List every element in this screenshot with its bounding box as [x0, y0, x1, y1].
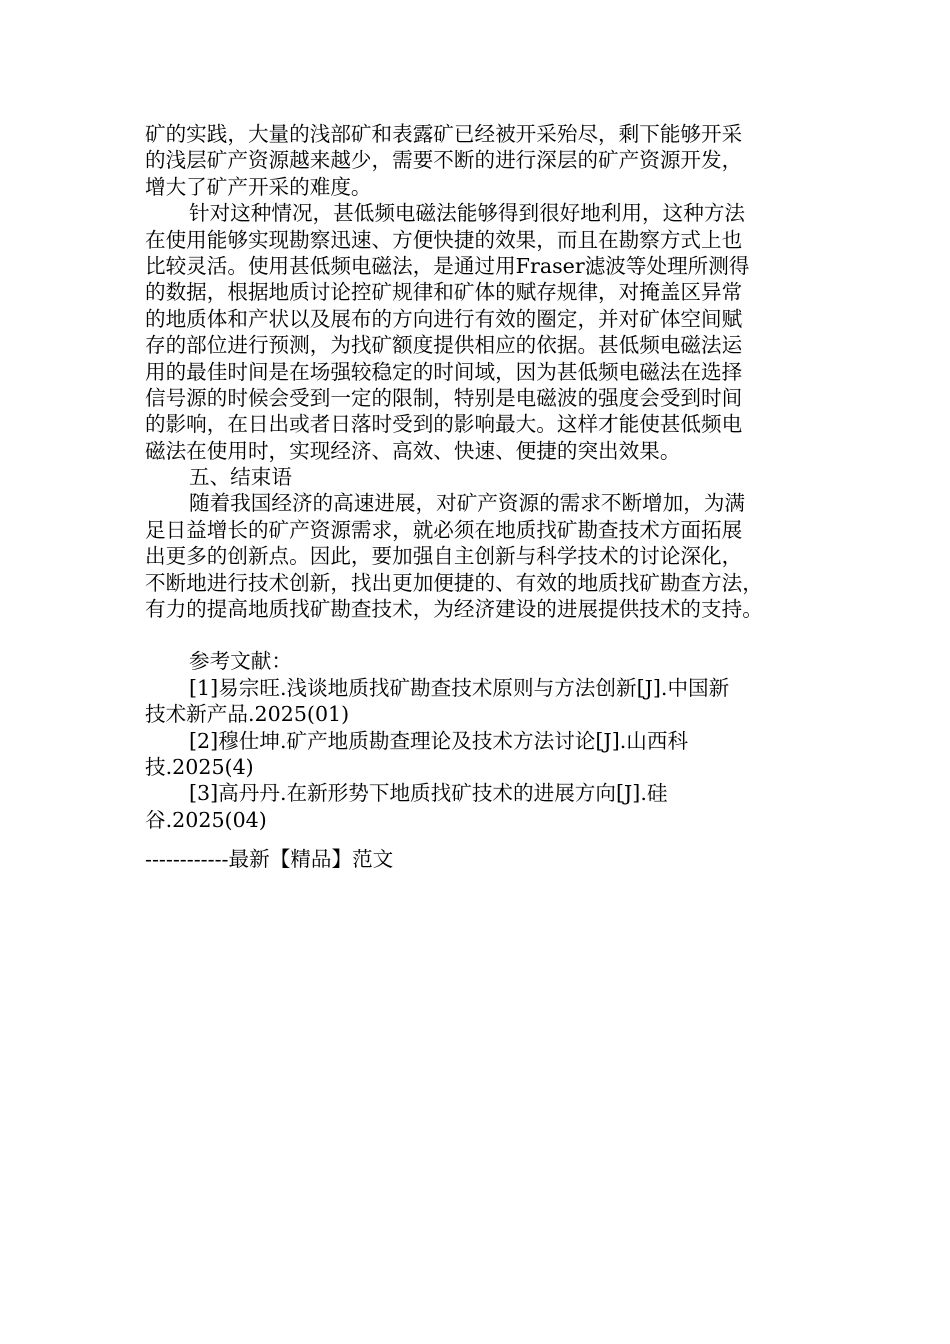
body-line: 用的最佳时间是在场强较稳定的时间域，因为甚低频电磁法在选择 [145, 359, 743, 384]
body-line: 足日益增长的矿产资源需求，就必须在地质找矿勘查技术方面拓展 [145, 517, 743, 542]
body-line: 矿的实践，大量的浅部矿和表露矿已经被开采殆尽，剩下能够开采 [145, 122, 743, 146]
body-line: 有力的提高地质找矿勘查技术，为经济建设的进展提供技术的支持。 [145, 597, 763, 622]
body-line: 的浅层矿产资源越来越少，需要不断的进行深层的矿产资源开发， [145, 148, 743, 173]
paragraph-start-line: 随着我国经济的高速进展，对矿产资源的需求不断增加，为满 [189, 491, 746, 516]
body-line: 在使用能够实现勘察迅速、方便快捷的效果，而且在勘察方式上也 [145, 227, 743, 252]
body-line: 的数据，根据地质讨论控矿规律和矿体的赋存规律，对掩盖区异常 [145, 280, 743, 305]
body-line: 信号源的时候会受到一定的限制，特别是电磁波的强度会受到时间 [145, 385, 743, 410]
body-line: 增大了矿产开采的难度。 [145, 174, 372, 199]
reference-item-continuation: 技.2025(4) [145, 754, 254, 779]
body-line: 存的部位进行预测，为找矿额度提供相应的依据。甚低频电磁法运 [145, 333, 743, 358]
footer-text: ------------最新【精品】范文 [145, 847, 394, 871]
body-line: 比较灵活。使用甚低频电磁法，是通过用Fraser滤波等处理所测得 [145, 253, 750, 278]
reference-item: [1]易宗旺.浅谈地质找矿勘查技术原则与方法创新[J].中国新 [189, 675, 730, 700]
body-line: 出更多的创新点。因此，要加强自主创新与科学技术的讨论深化， [145, 544, 743, 569]
section-heading: 五、结束语 [189, 465, 292, 490]
reference-item-continuation: 谷.2025(04) [145, 807, 267, 832]
document-body [145, 121, 815, 833]
body-line: 不断地进行技术创新，找出更加便捷的、有效的地质找矿勘查方法， [145, 570, 763, 595]
body-line: 的影响，在日出或者日落时受到的影响最大。这样才能使甚低频电 [145, 412, 743, 437]
reference-item-continuation: 技术新产品.2025(01) [145, 702, 350, 727]
references-heading: 参考文献： [189, 649, 292, 674]
reference-item: [2]穆仕坤.矿产地质勘查理论及技术方法讨论[J].山西科 [189, 728, 689, 753]
body-line: 磁法在使用时，实现经济、高效、快速、便捷的突出效果。 [145, 438, 681, 463]
paragraph-start-line: 针对这种情况，甚低频电磁法能够得到很好地利用，这种方法 [189, 201, 746, 226]
body-line: 的地质体和产状以及展布的方向进行有效的圈定，并对矿体空间赋 [145, 306, 743, 331]
reference-item: [3]高丹丹.在新形势下地质找矿技术的进展方向[J].硅 [189, 781, 668, 806]
